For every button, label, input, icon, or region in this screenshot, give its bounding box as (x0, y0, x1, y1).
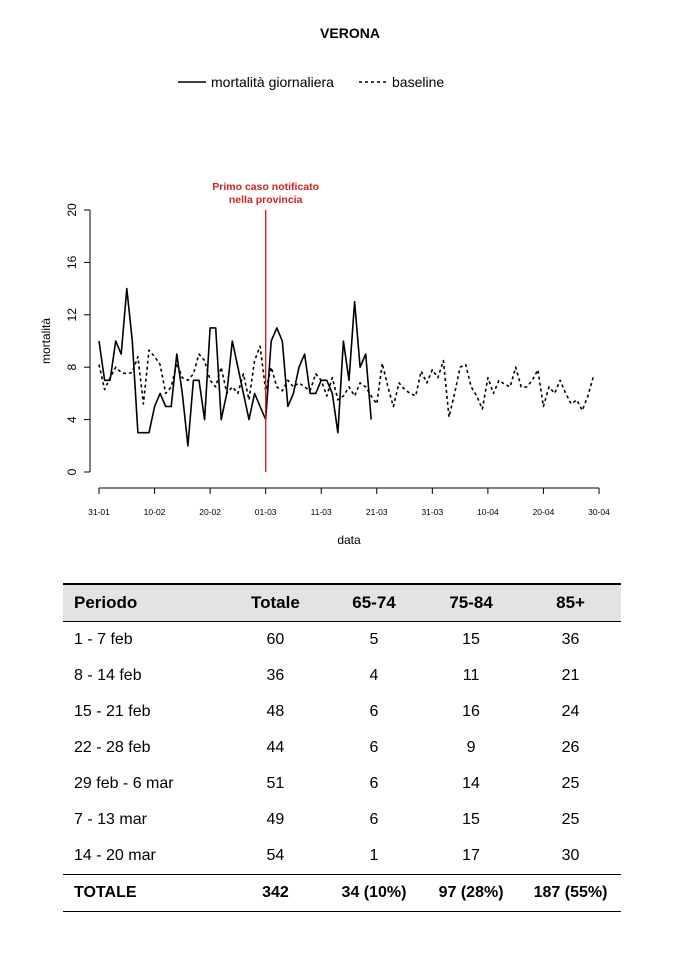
table-row (63, 766, 621, 802)
cell-totale: 60 (266, 631, 285, 648)
header-periodo: Periodo (63, 584, 225, 622)
header-75-84: 75-84 (422, 584, 520, 622)
annotation-label-line-2: nella provincia (228, 194, 303, 206)
table-total-row (63, 875, 621, 912)
cell-totale: 51 (266, 775, 285, 792)
header-85-plus: 85+ (520, 584, 621, 622)
total-75-84: 97 (28%) (422, 875, 520, 912)
x-tick-label: 10-02 (143, 507, 166, 517)
mortality-table (63, 583, 621, 912)
cell-periodo: 15 - 21 feb (74, 703, 151, 720)
cell-65-74: 6 (369, 703, 379, 720)
cell-75-84: 17 (462, 847, 480, 864)
cell-85-plus: 25 (561, 811, 580, 828)
y-tick-label: 4 (65, 416, 80, 423)
y-ticks (65, 203, 90, 475)
cell-75-84: 16 (462, 703, 480, 720)
cell-85-plus: 26 (561, 739, 580, 756)
cell-periodo: 8 - 14 feb (74, 667, 142, 684)
x-tick-label: 20-02 (199, 507, 221, 517)
total-label: TOTALE (63, 875, 225, 912)
table-row (63, 838, 621, 875)
table-row (63, 622, 621, 659)
cell-65-74: 6 (369, 811, 379, 828)
x-tick-label: 31-03 (421, 507, 444, 517)
legend-label-daily: mortalità giornaliera (211, 74, 334, 90)
mortality-table-container (63, 583, 621, 912)
total-85-plus: 187 (55%) (520, 875, 621, 912)
cell-totale: 48 (266, 703, 285, 720)
cell-totale: 36 (266, 667, 285, 684)
cell-periodo: 14 - 20 mar (74, 847, 156, 864)
table-row (63, 658, 621, 694)
cell-85-plus: 25 (561, 775, 580, 792)
legend-label-baseline: baseline (392, 74, 445, 90)
cell-totale: 44 (266, 739, 285, 756)
cell-periodo: 7 - 13 mar (74, 811, 147, 828)
cell-65-74: 1 (369, 847, 379, 864)
table-row (63, 694, 621, 730)
x-tick-label: 30-04 (588, 507, 610, 517)
cell-periodo: 1 - 7 feb (74, 631, 133, 648)
header-totale: Totale (225, 584, 326, 622)
cell-85-plus: 30 (561, 847, 580, 864)
y-tick-label: 20 (65, 203, 80, 217)
cell-65-74: 6 (369, 775, 379, 792)
cell-85-plus: 24 (561, 703, 580, 720)
chart-title: VERONA (320, 25, 380, 41)
x-ticks (88, 488, 610, 517)
y-tick-label: 16 (65, 255, 80, 270)
cell-65-74: 5 (369, 631, 379, 648)
x-tick-label: 31-01 (88, 507, 110, 517)
table-row (63, 730, 621, 766)
cell-totale: 49 (266, 811, 285, 828)
cell-65-74: 4 (369, 667, 379, 684)
y-tick-label: 8 (65, 363, 80, 371)
cell-85-plus: 36 (561, 631, 580, 648)
legend (178, 74, 444, 90)
total-totale: 342 (225, 875, 326, 912)
x-tick-label: 10-04 (477, 507, 499, 517)
x-tick-label: 01-03 (254, 507, 277, 517)
y-tick-label: 0 (65, 468, 80, 476)
total-65-74: 34 (10%) (326, 875, 422, 912)
y-axis-label: mortalità (39, 317, 53, 365)
first-case-annotation (212, 181, 319, 472)
x-tick-label: 11-03 (310, 507, 332, 517)
table-row (63, 802, 621, 838)
x-tick-label: 21-03 (365, 507, 388, 517)
annotation-label-line-1: Primo caso notificato (212, 181, 320, 193)
cell-periodo: 22 - 28 feb (74, 739, 151, 756)
cell-periodo: 29 feb - 6 mar (74, 775, 174, 792)
cell-totale: 54 (266, 847, 285, 864)
cell-85-plus: 21 (561, 667, 580, 684)
cell-65-74: 6 (369, 739, 379, 756)
cell-75-84: 15 (462, 811, 480, 828)
cell-75-84: 15 (462, 631, 480, 648)
cell-75-84: 9 (466, 739, 476, 756)
cell-75-84: 11 (462, 667, 480, 684)
header-65-74: 65-74 (326, 584, 422, 622)
y-tick-label: 12 (65, 308, 80, 322)
x-tick-label: 20-04 (532, 507, 555, 517)
cell-75-84: 14 (462, 775, 480, 792)
x-axis-label: data (337, 533, 361, 547)
table-header-row (63, 584, 621, 622)
